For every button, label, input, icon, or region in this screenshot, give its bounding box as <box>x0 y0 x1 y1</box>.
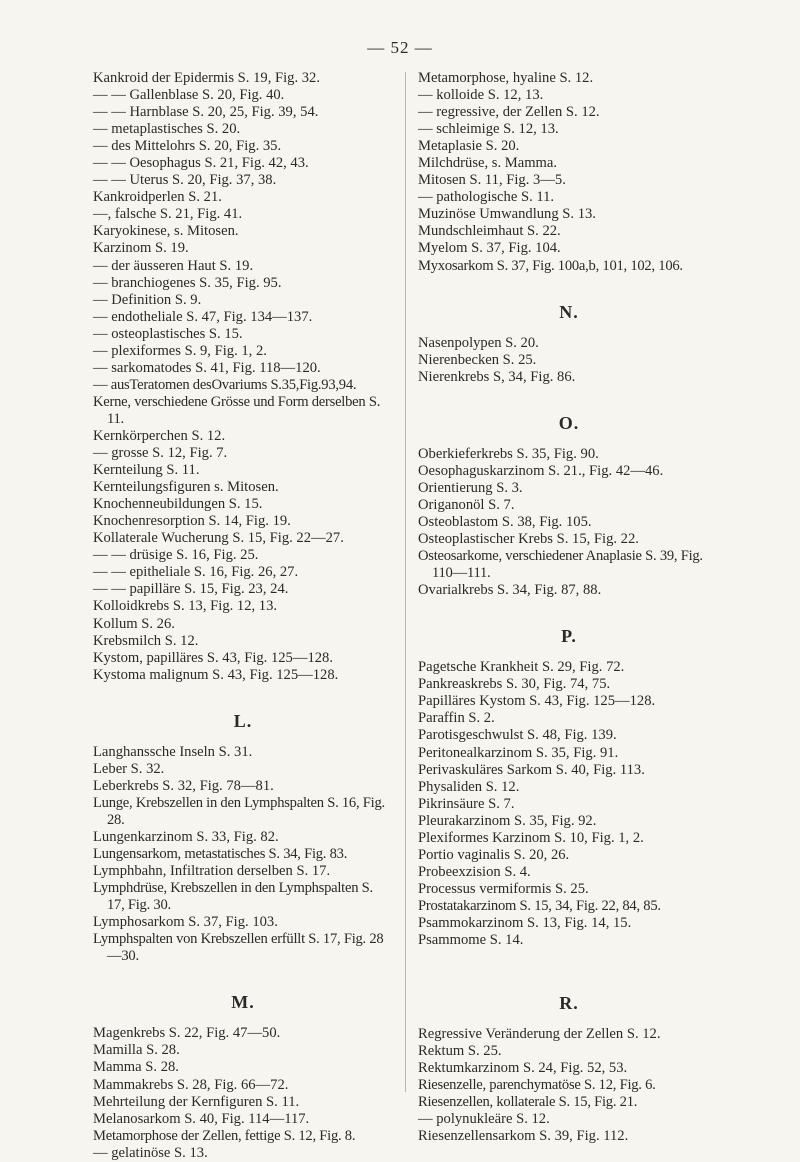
section-letter-heading: L. <box>233 710 253 731</box>
index-entry: Kernteilung S. 11. <box>93 462 200 479</box>
index-entry: Oesophaguskarzinom S. 21., Fig. 42—46. <box>418 462 664 479</box>
index-entry: Pikrinsäure S. 7. <box>418 795 515 812</box>
index-entry: Osteosarkome, verschiedener Anaplasie S. 39, Fig. 110—111. <box>418 548 703 582</box>
index-entry: — des Mittelohrs S. 20, Fig. 35. <box>93 138 282 155</box>
index-entry: — plexiformes S. 9, Fig. 1, 2. <box>93 342 267 359</box>
index-entry: Riesenzelle, parenchymatöse S. 12, Fig. 6. <box>418 1077 656 1094</box>
index-entry: Rektum S. 25. <box>418 1043 502 1060</box>
index-entry: — pathologische S. 11. <box>418 189 555 206</box>
index-entry: Kollaterale Wucherung S. 15, Fig. 22—27. <box>93 530 344 547</box>
index-entry: Kerne, verschiedene Grösse und Form derselben S. 11. <box>93 393 381 427</box>
index-entry: Peritonealkarzinom S. 35, Fig. 91. <box>418 744 619 761</box>
index-entry: Perivaskuläres Sarkom S. 40, Fig. 113. <box>418 761 645 778</box>
index-entry: Karzinom S. 19. <box>93 240 189 257</box>
index-entry: Riesenzellensarkom S. 39, Fig. 112. <box>418 1128 629 1145</box>
index-entry: Kernteilungsfiguren s. Mitosen. <box>93 479 279 496</box>
index-entry: — ausTeratomen desOvariums S.35,Fig.93,94. <box>93 376 357 393</box>
index-entry: Mehrteilung der Kernfiguren S. 11. <box>93 1093 300 1110</box>
index-entry: Kolloidkrebs S. 13, Fig. 12, 13. <box>93 598 278 615</box>
index-entry: — schleimige S. 12, 13. <box>418 121 559 138</box>
index-entry: Probeexzision S. 4. <box>418 863 531 880</box>
index-entry: Papilläres Kystom S. 43, Fig. 125—128. <box>418 693 656 710</box>
index-entry: Lunge, Krebszellen in den Lymphspalten S. 16, Fig. 28. <box>93 794 385 828</box>
index-entry: Metamorphose der Zellen, fettige S. 12, Fig. 8. <box>93 1127 356 1144</box>
index-entry: Lungenkarzinom S. 33, Fig. 82. <box>93 828 279 845</box>
index-column-left <box>93 70 393 1162</box>
index-entry: — kolloide S. 12, 13. <box>418 87 544 104</box>
index-entry: Knochenneubildungen S. 15. <box>93 496 263 513</box>
column-divider <box>405 72 406 1092</box>
page-number: — 52 — <box>367 38 433 57</box>
index-entry: Lungensarkom, metastatisches S. 34, Fig. 83. <box>93 846 348 863</box>
index-entry: Pankreaskrebs S. 30, Fig. 74, 75. <box>418 676 611 693</box>
index-entry: — — Oesophagus S. 21, Fig. 42, 43. <box>93 155 309 172</box>
index-entry: Parotisgeschwulst S. 48, Fig. 139. <box>418 727 617 744</box>
index-entry: Mitosen S. 11, Fig. 3—5. <box>418 172 566 189</box>
index-entry: — gelatinöse S. 13. <box>93 1144 208 1161</box>
index-entry: — — epitheliale S. 16, Fig. 26, 27. <box>93 564 299 581</box>
index-entry: Processus vermiformis S. 25. <box>418 880 589 897</box>
index-entry: — Definition S. 9. <box>93 291 202 308</box>
section-spacer <box>418 275 720 292</box>
index-column-right <box>418 70 720 1145</box>
index-entry: — metaplastisches S. 20. <box>93 121 241 138</box>
index-entry: Kystoma malignum S. 43, Fig. 125—128. <box>93 666 339 683</box>
section-spacer <box>418 599 720 616</box>
index-entry: Nierenkrebs S, 34, Fig. 86. <box>418 368 576 385</box>
index-entry: Mamma S. 28. <box>93 1059 179 1076</box>
index-entry: — — papilläre S. 15, Fig. 23, 24. <box>93 581 289 598</box>
index-entry: Origanonöl S. 7. <box>418 496 515 513</box>
index-entry: Physaliden S. 12. <box>418 778 520 795</box>
index-entry: Karyokinese, s. Mitosen. <box>93 223 239 240</box>
index-entry: Oberkieferkrebs S. 35, Fig. 90. <box>418 445 599 462</box>
index-entry: Knochenresorption S. 14, Fig. 19. <box>93 513 291 530</box>
index-entry: Portio vaginalis S. 20, 26. <box>418 846 570 863</box>
index-entry: — grosse S. 12, Fig. 7. <box>93 445 228 462</box>
index-entry: Ovarialkrebs S. 34, Fig. 87, 88. <box>418 582 602 599</box>
section-letter-heading: M. <box>231 992 255 1013</box>
index-entry: Kankroidperlen S. 21. <box>93 189 222 206</box>
section-spacer <box>418 966 720 983</box>
index-entry: — — Harnblase S. 20, 25, Fig. 39, 54. <box>93 104 319 121</box>
index-entry: Lymphosarkom S. 37, Fig. 103. <box>93 914 278 931</box>
index-entry: Riesenzellen, kollaterale S. 15, Fig. 21. <box>418 1094 638 1111</box>
index-entry: Rektumkarzinom S. 24, Fig. 52, 53. <box>418 1060 628 1077</box>
index-entry: Prostatakarzinom S. 15, 34, Fig. 22, 84, 85. <box>418 897 661 914</box>
section-spacer <box>418 386 720 403</box>
index-entry: — — Uterus S. 20, Fig. 37, 38. <box>93 172 277 189</box>
index-entry: Pagetsche Krankheit S. 29, Fig. 72. <box>418 659 625 676</box>
section-letter-heading: P. <box>561 626 577 647</box>
index-entry: Lymphdrüse, Krebszellen in den Lymphspalten S. 17, Fig. 30. <box>93 880 373 914</box>
index-entry: Mundschleimhaut S. 22. <box>418 223 561 240</box>
index-entry: Regressive Veränderung der Zellen S. 12. <box>418 1026 661 1043</box>
index-entry: — regressive, der Zellen S. 12. <box>418 104 600 121</box>
index-entry: — osteoplastisches S. 15. <box>93 325 243 342</box>
index-entry: — endotheliale S. 47, Fig. 134—137. <box>93 308 313 325</box>
index-entry: Metamorphose, hyaline S. 12. <box>418 70 594 86</box>
index-entry: Krebsmilch S. 12. <box>93 632 199 649</box>
index-entry: —, falsche S. 21, Fig. 41. <box>93 206 243 223</box>
index-entry: Kankroid der Epidermis S. 19, Fig. 32. <box>93 70 320 86</box>
section-letter-heading: N. <box>559 301 579 322</box>
index-entry: Osteoplastischer Krebs S. 15, Fig. 22. <box>418 531 639 548</box>
index-entry: Leber S. 32. <box>93 760 165 777</box>
section-spacer <box>93 684 393 701</box>
index-entry: Nasenpolypen S. 20. <box>418 334 539 351</box>
index-entry: Muzinöse Umwandlung S. 13. <box>418 206 596 223</box>
index-entry: Magenkrebs S. 22, Fig. 47—50. <box>93 1025 281 1042</box>
index-entry: Langhanssche Inseln S. 31. <box>93 743 253 760</box>
index-entry: Leberkrebs S. 32, Fig. 78—81. <box>93 777 274 794</box>
index-entry: Myelom S. 37, Fig. 104. <box>418 240 561 257</box>
section-spacer <box>418 949 720 966</box>
index-entry: Kystom, papilläres S. 43, Fig. 125—128. <box>93 649 333 666</box>
index-entry: Paraffin S. 2. <box>418 710 495 727</box>
index-entry: Plexiformes Karzinom S. 10, Fig. 1, 2. <box>418 829 644 846</box>
index-entry: Pleurakarzinom S. 35, Fig. 92. <box>418 812 597 829</box>
index-entry: Mammakrebs S. 28, Fig. 66—72. <box>93 1076 289 1093</box>
section-spacer <box>93 965 393 982</box>
index-entry: Melanosarkom S. 40, Fig. 114—117. <box>93 1110 310 1127</box>
section-letter-heading: O. <box>558 412 580 433</box>
index-entry: Mamilla S. 28. <box>93 1042 180 1059</box>
index-entry: Osteoblastom S. 38, Fig. 105. <box>418 513 592 530</box>
index-entry: — — Gallenblase S. 20, Fig. 40. <box>93 87 285 104</box>
index-entry: Myxosarkom S. 37, Fig. 100a,b, 101, 102, 106. <box>418 257 683 274</box>
index-entry: Orientierung S. 3. <box>418 479 523 496</box>
index-entry: — der äusseren Haut S. 19. <box>93 257 254 274</box>
index-entry: Lymphbahn, Infiltration derselben S. 17. <box>93 863 331 880</box>
section-letter-heading: R. <box>559 993 579 1014</box>
index-entry: — sarkomatodes S. 41, Fig. 118—120. <box>93 359 321 376</box>
index-entry: Nierenbecken S. 25. <box>418 351 537 368</box>
index-entry: Psammome S. 14. <box>418 932 524 949</box>
index-entry: Kernkörperchen S. 12. <box>93 427 226 444</box>
index-entry: Metaplasie S. 20. <box>418 138 520 155</box>
index-entry: — polynukleäre S. 12. <box>418 1111 550 1128</box>
index-entry: Kollum S. 26. <box>93 615 175 632</box>
index-entry: Psammokarzinom S. 13, Fig. 14, 15. <box>418 914 632 931</box>
index-entry: Milchdrüse, s. Mamma. <box>418 155 558 172</box>
index-entry: — branchiogenes S. 35, Fig. 95. <box>93 274 282 291</box>
index-entry: Lymphspalten von Krebszellen erfüllt S. 17, Fig. 28—30. <box>93 931 384 965</box>
index-entry: — — drüsige S. 16, Fig. 25. <box>93 547 259 564</box>
